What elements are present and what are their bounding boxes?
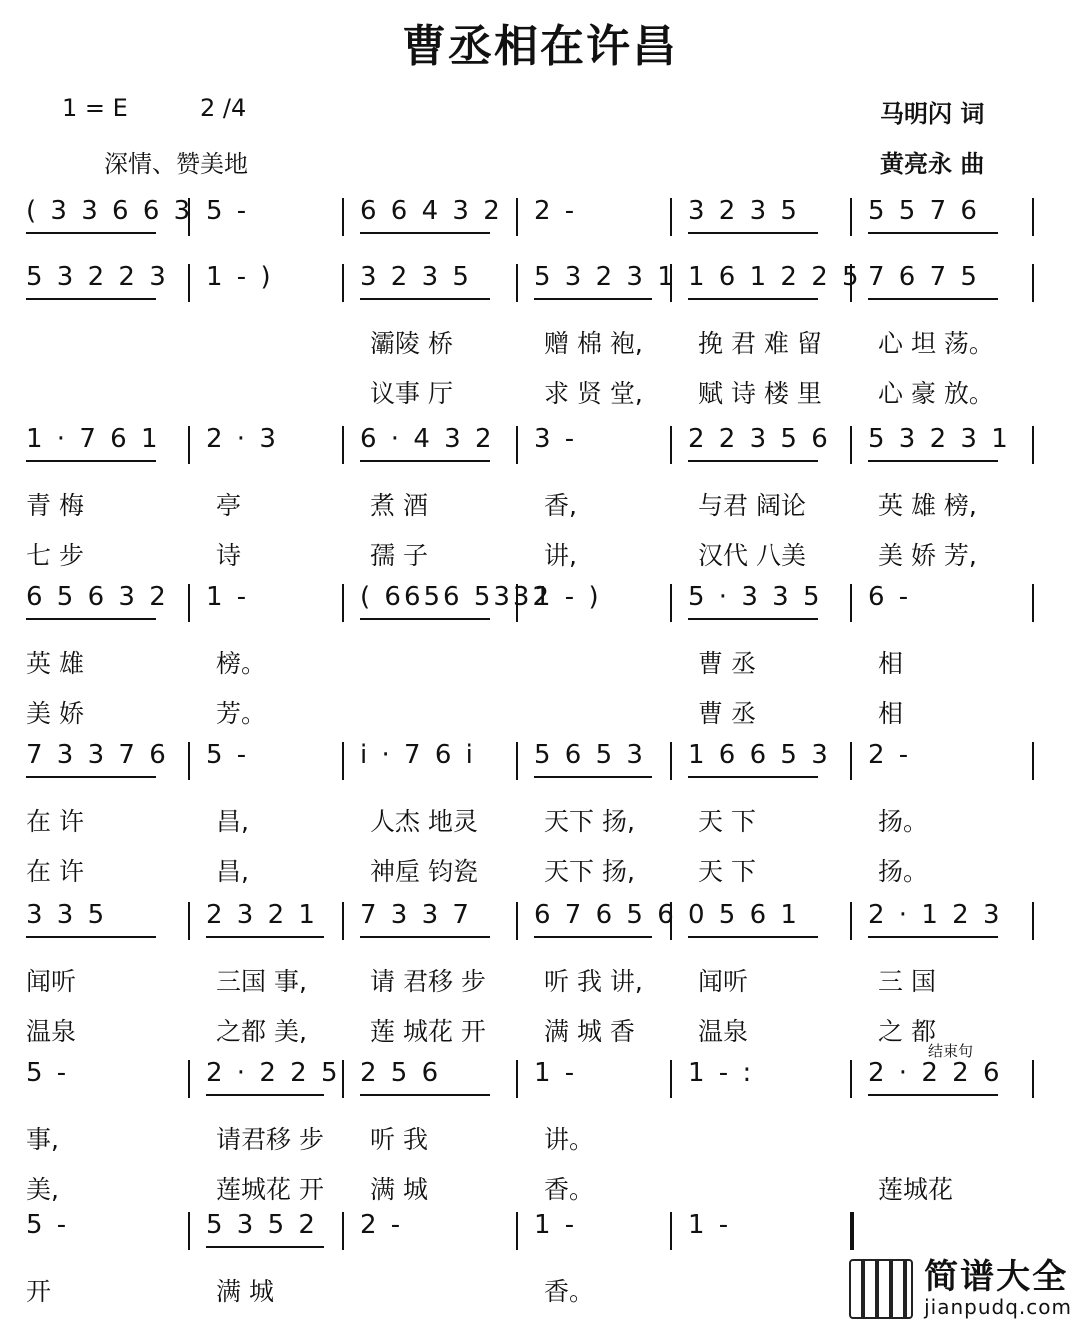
lyric-line [20,324,1060,360]
lyric-segment: 美 娇 芳, [878,541,977,570]
lyric-line [20,644,1060,680]
beam-line [26,776,156,778]
score-system [20,196,1060,246]
expression-marking: 深情、赞美地 [104,150,248,178]
beam-line [688,618,818,620]
barline [188,1212,190,1250]
lyric-segment: 天下 扬, [544,807,635,836]
barline [188,742,190,780]
measure-notes: i · 7 6 i [360,740,476,770]
measure-notes: ( 6656 5332 [360,582,553,612]
barline [850,1060,852,1098]
barline [670,198,672,236]
measure-notes: 2 5 6 [360,1058,442,1088]
barline [516,1212,518,1250]
measure-notes: 5 3 2 2 3 [26,262,169,292]
key-signature: 1 = E [62,94,128,122]
lyric-segment: 在 许 [26,807,84,836]
measure-notes: 7 3 3 7 6 [26,740,169,770]
beam-line [688,936,818,938]
measure-notes: 6 5 6 3 2 [26,582,169,612]
lyric-segment: 天下 扬, [544,857,635,886]
lyric-segment: 听 我 讲, [544,967,643,996]
lyric-segment: 之都 美, [216,1017,307,1046]
beam-line [26,232,156,234]
lyric-segment: 之 都 [878,1017,936,1046]
beam-line [26,618,156,620]
lyric-segment: 芳。 [216,699,267,728]
lyric-segment: 孺 子 [370,541,428,570]
lyric-segment: 莲城花 开 [216,1175,324,1204]
measure-notes: 2 2 3 5 6 [688,424,831,454]
measure-notes: 5 - [206,196,250,226]
barline [516,742,518,780]
measure-notes: 5 · 3 3 5 [688,582,823,612]
lyric-segment: 温泉 [698,1017,749,1046]
measure-notes: 2 · 2 2 6 [868,1058,1003,1088]
barline [342,426,344,464]
barline [342,1060,344,1098]
measure-notes: 1 - [534,1058,578,1088]
measure-notes: 5 3 2 3 1 [534,262,677,292]
measure-notes: 5 3 5 2 [206,1210,318,1240]
beam-line [868,936,998,938]
barline [1032,902,1034,940]
measure-notes: 1 6 1 2 2 5 [688,262,862,292]
measure-notes: 1 - [534,1210,578,1240]
lyric-segment: 人杰 地灵 [370,807,478,836]
measure-notes: 5 - [206,740,250,770]
barline [342,264,344,302]
lyric-segment: 讲, [544,541,577,570]
lyric-line [20,852,1060,888]
measure-notes: 3 3 5 [26,900,108,930]
measure-notes: 1 6 6 5 3 [688,740,831,770]
measure-notes: 2 3 2 1 [206,900,318,930]
lyric-segment: 挽 君 难 留 [698,329,822,358]
lyric-segment: 美, [26,1175,59,1204]
score-system [20,740,1060,790]
barline [188,264,190,302]
lyric-segment: 天 下 [698,857,756,886]
beam-line [360,298,490,300]
beam-line [868,298,998,300]
beam-line [688,776,818,778]
lyric-line [20,486,1060,522]
barline [670,584,672,622]
lyric-segment: 三 国 [878,967,936,996]
lyric-segment: 莲城花 [878,1175,954,1204]
measure-notes: 1 - ) [534,582,602,612]
lyric-segment: 汉代 八美 [698,541,806,570]
barline [188,902,190,940]
beam-line [206,1246,324,1248]
beam-line [688,298,818,300]
measure-notes: 5 - [26,1058,70,1088]
measure-notes: 3 2 3 5 [360,262,472,292]
beam-line [534,298,652,300]
lyric-segment: 昌, [216,857,249,886]
barline [1032,264,1034,302]
lyric-segment: 亭 [216,491,242,520]
barline [670,426,672,464]
lyric-line [20,1120,1060,1156]
lyric-segment: 英 雄 榜, [878,491,977,520]
lyricist-credit: 马明闪 词 [880,100,985,128]
lyric-segment: 诗 [216,541,242,570]
barline [188,426,190,464]
barline [850,198,852,236]
beam-line [534,776,652,778]
score-system [20,1210,1060,1260]
lyric-segment: 听 我 [370,1125,428,1154]
lyric-segment: 榜。 [216,649,267,678]
measure-notes: 1 - ) [206,262,274,292]
site-logo [849,1259,1072,1319]
lyric-segment: 赋 诗 楼 里 [698,379,822,408]
lyric-segment: 七 步 [26,541,84,570]
lyric-line [20,694,1060,730]
beam-line [26,460,156,462]
measure-notes: 2 - [534,196,578,226]
beam-line [688,232,818,234]
measure-notes: 5 3 2 3 1 [868,424,1011,454]
barline [850,902,852,940]
barline [516,264,518,302]
measure-notes: 1 · 7 6 1 [26,424,161,454]
measure-notes: 5 6 5 3 [534,740,646,770]
lyric-segment: 相 [878,649,904,678]
lyric-line [20,962,1060,998]
barline [516,1060,518,1098]
score-system [20,424,1060,474]
time-signature: 2 /4 [200,94,247,122]
lyric-segment: 曹 丞 [698,649,756,678]
barline [850,742,852,780]
beam-line [206,1094,324,1096]
lyric-segment: 事, [26,1125,59,1154]
measure-notes: 2 · 1 2 3 [868,900,1003,930]
measure-notes: 6 7 6 5 6 [534,900,677,930]
lyric-segment: 天 下 [698,807,756,836]
lyric-line [20,536,1060,572]
measure-notes: 6 - [868,582,912,612]
beam-line [26,298,156,300]
lyric-segment: 扬。 [878,857,929,886]
barline [516,426,518,464]
beam-line [868,1094,998,1096]
lyric-segment: 香。 [544,1175,595,1204]
beam-line [360,618,490,620]
lyric-segment: 温泉 [26,1017,77,1046]
lyric-segment: 煮 酒 [370,491,428,520]
lyric-line [20,802,1060,838]
measure-notes: 7 3 3 7 [360,900,472,930]
lyric-segment: 美 娇 [26,699,84,728]
measure-notes: 1 - : [688,1058,755,1088]
lyric-segment: 讲。 [544,1125,595,1154]
barline [850,426,852,464]
measure-notes: 1 - [688,1210,732,1240]
lyric-line [20,374,1060,410]
lyric-line [20,1170,1060,1206]
lyric-segment: 与君 阔论 [698,491,806,520]
measure-notes: 3 - [534,424,578,454]
barline [1032,198,1034,236]
barline [1032,742,1034,780]
barline [188,1060,190,1098]
measure-notes: 3 2 3 5 [688,196,800,226]
beam-line [26,936,156,938]
lyric-segment: 请君移 步 [216,1125,324,1154]
measure-notes: 2 · 2 2 5 [206,1058,341,1088]
measure-notes: 6 · 4 3 2 [360,424,495,454]
lyric-segment: 三国 事, [216,967,307,996]
barline [342,742,344,780]
lyric-segment: 曹 丞 [698,699,756,728]
barline [850,584,852,622]
beam-line [868,460,998,462]
score-system [20,262,1060,312]
lyric-segment: 青 梅 [26,491,84,520]
lyric-segment: 心 豪 放。 [878,379,994,408]
barline [342,1212,344,1250]
score-system [20,582,1060,632]
lyric-segment: 开 [26,1277,52,1306]
barline [516,902,518,940]
lyric-segment: 英 雄 [26,649,84,678]
barline [516,198,518,236]
beam-line [360,1094,490,1096]
beam-line [360,936,490,938]
lyric-segment: 昌, [216,807,249,836]
lyric-segment: 灞陵 桥 [370,329,453,358]
barline [670,742,672,780]
composer-credit: 黄亮永 曲 [880,150,985,178]
barline [342,584,344,622]
beam-line [868,232,998,234]
barline [188,584,190,622]
lyric-segment: 神垕 钧瓷 [370,857,478,886]
lyric-segment: 香。 [544,1277,595,1306]
barline [670,1060,672,1098]
measure-notes: 5 - [26,1210,70,1240]
lyric-segment: 求 贤 堂, [544,379,643,408]
lyric-segment: 相 [878,699,904,728]
score-system [20,900,1060,950]
measure-notes: 7 6 7 5 [868,262,980,292]
measure-notes: 2 · 3 [206,424,279,454]
measure-notes: 0 5 6 1 [688,900,800,930]
barline [342,902,344,940]
lyric-segment: 赠 棉 袍, [544,329,643,358]
beam-line [360,232,490,234]
lyric-segment: 扬。 [878,807,929,836]
piano-keys-icon [849,1259,913,1319]
barline [1032,1060,1034,1098]
lyric-segment: 满 城 [370,1175,428,1204]
measure-notes: 2 - [360,1210,404,1240]
beam-line [206,936,324,938]
lyric-segment: 满 城 [216,1277,274,1306]
lyric-segment: 在 许 [26,857,84,886]
barline [850,1212,854,1250]
logo-url: jianpudq.com [924,1295,1072,1319]
page-title: 曹丞相在许昌 [402,21,678,72]
barline [342,198,344,236]
lyric-segment: 闻听 [26,967,77,996]
lyric-segment: 议事 厅 [370,379,453,408]
barline [670,1212,672,1250]
score-system [20,1058,1060,1108]
measure-notes: 2 - [868,740,912,770]
lyric-segment: 闻听 [698,967,749,996]
lyric-segment: 请 君移 步 [370,967,486,996]
beam-line [534,936,652,938]
barline [1032,426,1034,464]
lyric-line [20,1012,1060,1048]
measure-notes: 5 5 7 6 [868,196,980,226]
measure-notes: 6 6 4 3 2 [360,196,503,226]
lyric-segment: 莲 城花 开 [370,1017,486,1046]
end-phrase-label: 结束句 [928,1042,974,1060]
logo-title: 简谱大全 [924,1257,1069,1297]
lyric-segment: 香, [544,491,577,520]
measure-notes: 1 - [206,582,250,612]
lyric-segment: 心 坦 荡。 [878,329,994,358]
beam-line [688,460,818,462]
beam-line [360,460,490,462]
barline [1032,584,1034,622]
lyric-segment: 满 城 香 [544,1017,635,1046]
measure-notes: ( 3 3 6 6 3 [26,196,194,226]
